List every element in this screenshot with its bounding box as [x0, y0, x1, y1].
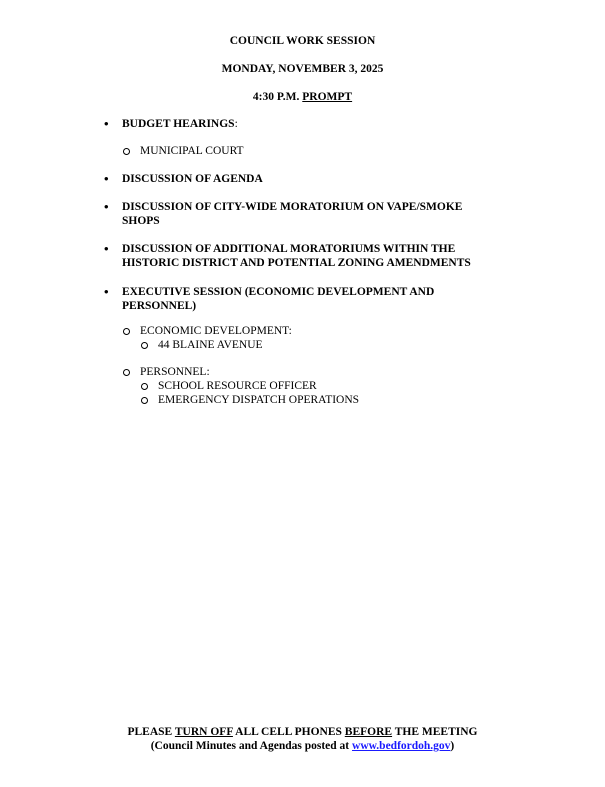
- agenda-item-discussion-agenda: DISCUSSION OF AGENDA: [122, 173, 263, 185]
- meeting-date: MONDAY, NOVEMBER 3, 2025: [221, 63, 384, 75]
- footer-turn-off: TURN OFF: [174, 726, 233, 738]
- sub-item-personnel: PERSONNEL:: [140, 366, 210, 378]
- agenda-item-line: DISCUSSION OF CITY-WIDE MORATORIUM ON VAPE/SMOKE: [122, 201, 463, 213]
- footer-text: PLEASE: [127, 726, 175, 738]
- footer-text: THE MEETING: [392, 726, 478, 738]
- circle-bullet-icon: [123, 328, 130, 335]
- footer-posted-note: [0, 739, 605, 753]
- sub-sub-item-emergency-dispatch: EMERGENCY DISPATCH OPERATIONS: [158, 394, 360, 406]
- sub-item-economic-development: ECONOMIC DEVELOPMENT:: [140, 325, 292, 337]
- meeting-time: [0, 90, 605, 104]
- agenda-item-line: SHOPS: [122, 215, 160, 227]
- bullet-icon: •: [104, 199, 109, 214]
- meeting-time-prefix: 4:30 P.M.: [252, 91, 303, 103]
- agenda-item-historic-district: [122, 242, 512, 270]
- bullet-icon: •: [104, 171, 109, 186]
- agenda-item-line: EXECUTIVE SESSION (ECONOMIC DEVELOPMENT AND: [122, 286, 435, 298]
- bullet-icon: •: [104, 284, 109, 299]
- circle-bullet-icon: [141, 397, 148, 404]
- agenda-item-vape-moratorium: [122, 200, 512, 228]
- circle-bullet-icon: [123, 369, 130, 376]
- website-link[interactable]: www.bedfordoh.gov: [352, 740, 451, 752]
- bullet-icon: •: [104, 241, 109, 256]
- agenda-item-line: PERSONNEL): [122, 300, 197, 312]
- sub-sub-item-blaine-avenue: 44 BLAINE AVENUE: [158, 339, 263, 351]
- footer-text: (Council Minutes and Agendas posted at: [150, 740, 353, 752]
- agenda-item-label: BUDGET HEARINGS: [122, 118, 235, 130]
- sub-item-municipal-court: MUNICIPAL COURT: [140, 145, 244, 157]
- bullet-icon: •: [104, 116, 109, 131]
- agenda-item-suffix: :: [234, 118, 238, 130]
- footer-before: BEFORE: [344, 726, 393, 738]
- footer-text: ALL CELL PHONES: [232, 726, 345, 738]
- agenda-item-line: HISTORIC DISTRICT AND POTENTIAL ZONING AMENDMENTS: [122, 257, 471, 269]
- footer-text: ): [450, 740, 455, 752]
- agenda-item-executive-session: [122, 285, 512, 313]
- meeting-time-emphasis: PROMPT: [302, 91, 353, 103]
- circle-bullet-icon: [141, 383, 148, 390]
- agenda-item-budget-hearings: [122, 117, 512, 131]
- agenda-item-line: DISCUSSION OF ADDITIONAL MORATORIUMS WITHIN THE: [122, 243, 456, 255]
- page-title: COUNCIL WORK SESSION: [229, 35, 376, 47]
- sub-sub-item-school-resource-officer: SCHOOL RESOURCE OFFICER: [158, 380, 317, 392]
- circle-bullet-icon: [141, 342, 148, 349]
- footer-notice: [0, 725, 605, 739]
- circle-bullet-icon: [123, 148, 130, 155]
